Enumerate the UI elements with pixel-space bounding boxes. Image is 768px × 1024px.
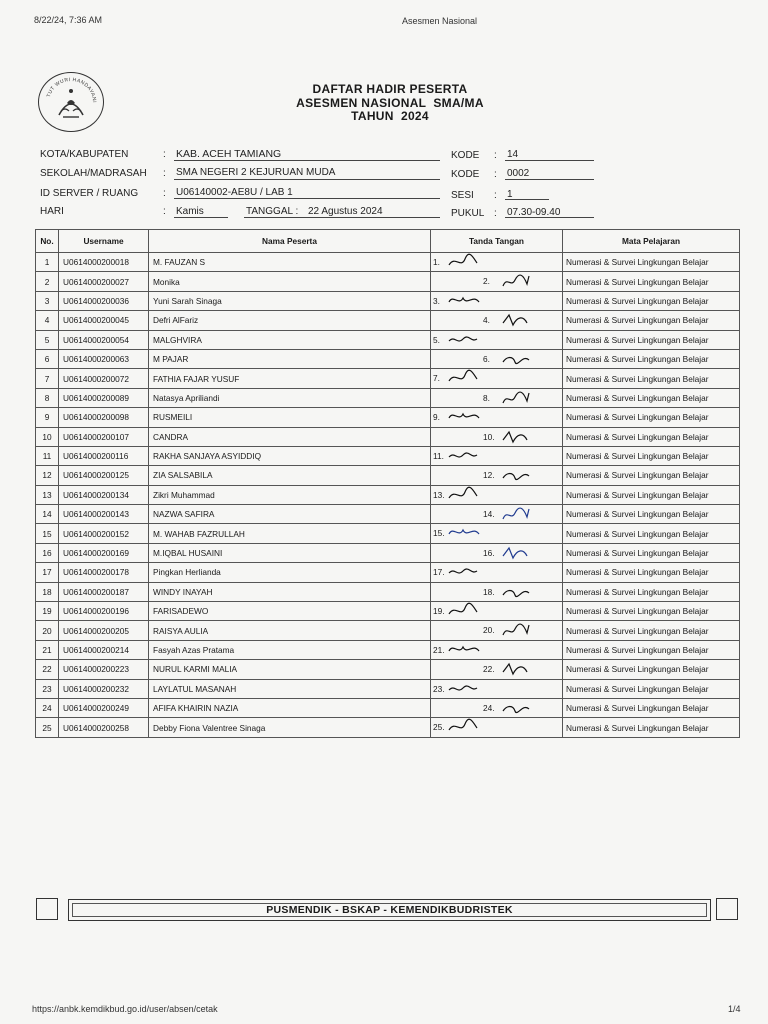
cell-no: 2 bbox=[36, 272, 59, 291]
cell-tanda-tangan bbox=[431, 408, 563, 427]
cell-username: U0614000200098 bbox=[59, 408, 149, 427]
cell-username: U0614000200169 bbox=[59, 543, 149, 562]
cell-mata-pelajaran: Numerasi & Survei Lingkungan Belajar bbox=[563, 563, 740, 582]
tanggal-underline bbox=[244, 217, 440, 218]
pukul-underline bbox=[505, 217, 594, 218]
cell-no: 19 bbox=[36, 602, 59, 621]
cell-tanda-tangan bbox=[431, 543, 563, 562]
pukul-colon: : bbox=[494, 208, 497, 219]
cell-mata-pelajaran: Numerasi & Survei Lingkungan Belajar bbox=[563, 524, 740, 543]
cell-tanda-tangan bbox=[431, 311, 563, 330]
footer-right-box bbox=[716, 898, 738, 920]
handwritten-signature bbox=[447, 253, 487, 271]
cell-nama: RUSMEILI bbox=[149, 408, 431, 427]
signature-number: 19. bbox=[433, 606, 445, 617]
cell-username: U0614000200089 bbox=[59, 388, 149, 407]
cell-tanda-tangan bbox=[431, 369, 563, 388]
cell-no: 10 bbox=[36, 427, 59, 446]
title-line-3: TAHUN 2024 bbox=[351, 109, 429, 123]
handwritten-signature bbox=[447, 641, 487, 659]
signature-number: 23. bbox=[433, 683, 445, 694]
cell-tanda-tangan bbox=[431, 446, 563, 465]
signature-number: 4. bbox=[483, 315, 490, 326]
cell-tanda-tangan bbox=[431, 640, 563, 659]
cell-nama: M PAJAR bbox=[149, 349, 431, 368]
cell-tanda-tangan bbox=[431, 388, 563, 407]
signature-number: 10. bbox=[483, 431, 495, 442]
cell-no: 16 bbox=[36, 543, 59, 562]
cell-mata-pelajaran: Numerasi & Survei Lingkungan Belajar bbox=[563, 388, 740, 407]
cell-tanda-tangan bbox=[431, 602, 563, 621]
cell-no: 8 bbox=[36, 388, 59, 407]
cell-username: U0614000200063 bbox=[59, 349, 149, 368]
handwritten-signature bbox=[501, 660, 541, 678]
handwritten-signature bbox=[501, 621, 541, 639]
print-datetime: 8/22/24, 7:36 AM bbox=[34, 15, 103, 25]
table-row bbox=[36, 408, 740, 427]
kode1-label: KODE bbox=[451, 150, 480, 161]
signature-number: 22. bbox=[483, 664, 495, 675]
table-row bbox=[36, 698, 740, 717]
cell-username: U0614000200027 bbox=[59, 272, 149, 291]
signature-number: 7. bbox=[433, 373, 440, 384]
cell-nama: WINDY INAYAH bbox=[149, 582, 431, 601]
cell-mata-pelajaran: Numerasi & Survei Lingkungan Belajar bbox=[563, 291, 740, 310]
cell-nama: RAKHA SANJAYA ASYIDDIQ bbox=[149, 446, 431, 465]
sekolah-value: SMA NEGERI 2 KEJURUAN MUDA bbox=[176, 167, 336, 178]
cell-mata-pelajaran: Numerasi & Survei Lingkungan Belajar bbox=[563, 446, 740, 465]
signature-number: 13. bbox=[433, 489, 445, 500]
tanggal-value: 22 Agustus 2024 bbox=[308, 206, 383, 217]
cell-username: U0614000200205 bbox=[59, 621, 149, 640]
col-header-mata-pelajaran: Mata Pelajaran bbox=[563, 230, 740, 253]
cell-username: U0614000200072 bbox=[59, 369, 149, 388]
table-row bbox=[36, 563, 740, 582]
cell-username: U0614000200054 bbox=[59, 330, 149, 349]
table-row bbox=[36, 524, 740, 543]
table-row bbox=[36, 621, 740, 640]
cell-no: 5 bbox=[36, 330, 59, 349]
handwritten-signature bbox=[501, 544, 541, 562]
kota-colon: : bbox=[163, 149, 166, 160]
handwritten-signature bbox=[447, 563, 487, 581]
cell-mata-pelajaran: Numerasi & Survei Lingkungan Belajar bbox=[563, 698, 740, 717]
cell-no: 22 bbox=[36, 660, 59, 679]
cell-tanda-tangan bbox=[431, 718, 563, 737]
signature-number: 16. bbox=[483, 547, 495, 558]
cell-no: 15 bbox=[36, 524, 59, 543]
handwritten-signature bbox=[447, 486, 487, 504]
table-row bbox=[36, 427, 740, 446]
cell-nama: MALGHVIRA bbox=[149, 330, 431, 349]
cell-no: 23 bbox=[36, 679, 59, 698]
title-line-2: ASESMEN NASIONAL SMA/MA bbox=[296, 95, 484, 110]
col-header-username: Username bbox=[59, 230, 149, 253]
cell-username: U0614000200187 bbox=[59, 582, 149, 601]
handwritten-signature bbox=[447, 680, 487, 698]
cell-mata-pelajaran: Numerasi & Survei Lingkungan Belajar bbox=[563, 253, 740, 272]
cell-mata-pelajaran: Numerasi & Survei Lingkungan Belajar bbox=[563, 621, 740, 640]
cell-username: U0614000200223 bbox=[59, 660, 149, 679]
title-line-1: DAFTAR HADIR PESERTA bbox=[312, 82, 468, 96]
signature-number: 9. bbox=[433, 412, 440, 423]
table-row bbox=[36, 582, 740, 601]
handwritten-signature bbox=[501, 466, 541, 484]
cell-no: 7 bbox=[36, 369, 59, 388]
cell-no: 24 bbox=[36, 698, 59, 717]
cell-username: U0614000200036 bbox=[59, 291, 149, 310]
kota-underline bbox=[174, 160, 440, 161]
handwritten-signature bbox=[447, 602, 487, 620]
handwritten-signature bbox=[501, 428, 541, 446]
cell-mata-pelajaran: Numerasi & Survei Lingkungan Belajar bbox=[563, 330, 740, 349]
cell-no: 21 bbox=[36, 640, 59, 659]
sesi-label: SESI bbox=[451, 190, 474, 201]
cell-mata-pelajaran: Numerasi & Survei Lingkungan Belajar bbox=[563, 718, 740, 737]
table-row bbox=[36, 388, 740, 407]
table-row bbox=[36, 485, 740, 504]
cell-username: U0614000200107 bbox=[59, 427, 149, 446]
signature-number: 25. bbox=[433, 722, 445, 733]
signature-number: 24. bbox=[483, 702, 495, 713]
handwritten-signature bbox=[447, 292, 487, 310]
cell-nama: Natasya Apriliandi bbox=[149, 388, 431, 407]
signature-number: 3. bbox=[433, 295, 440, 306]
kota-value: KAB. ACEH TAMIANG bbox=[176, 148, 282, 160]
cell-no: 12 bbox=[36, 466, 59, 485]
cell-username: U0614000200143 bbox=[59, 505, 149, 524]
sekolah-colon: : bbox=[163, 168, 166, 179]
signature-number: 15. bbox=[433, 528, 445, 539]
sesi-colon: : bbox=[494, 190, 497, 201]
hari-value: Kamis bbox=[176, 206, 204, 217]
print-page-title: Asesmen Nasional bbox=[402, 16, 478, 26]
cell-mata-pelajaran: Numerasi & Survei Lingkungan Belajar bbox=[563, 408, 740, 427]
cell-tanda-tangan bbox=[431, 679, 563, 698]
sekolah-underline bbox=[174, 179, 440, 180]
handwritten-signature bbox=[501, 272, 541, 290]
table-row bbox=[36, 660, 740, 679]
cell-tanda-tangan bbox=[431, 485, 563, 504]
cell-mata-pelajaran: Numerasi & Survei Lingkungan Belajar bbox=[563, 349, 740, 368]
handwritten-signature bbox=[447, 718, 487, 736]
cell-mata-pelajaran: Numerasi & Survei Lingkungan Belajar bbox=[563, 602, 740, 621]
cell-username: U0614000200018 bbox=[59, 253, 149, 272]
cell-username: U0614000200045 bbox=[59, 311, 149, 330]
cell-no: 14 bbox=[36, 505, 59, 524]
cell-tanda-tangan bbox=[431, 582, 563, 601]
kode2-label: KODE bbox=[451, 169, 480, 180]
cell-nama: AFIFA KHAIRIN NAZIA bbox=[149, 698, 431, 717]
table-row bbox=[36, 640, 740, 659]
handwritten-signature bbox=[447, 331, 487, 349]
cell-no: 3 bbox=[36, 291, 59, 310]
sesi-value: 1 bbox=[507, 189, 513, 200]
kode1-colon: : bbox=[494, 150, 497, 161]
hari-label: HARI bbox=[40, 206, 64, 217]
pukul-value: 07.30-09.40 bbox=[507, 207, 561, 218]
tanggal-label: TANGGAL : bbox=[246, 206, 299, 217]
cell-no: 6 bbox=[36, 349, 59, 368]
cell-username: U0614000200125 bbox=[59, 466, 149, 485]
handwritten-signature bbox=[447, 524, 487, 542]
cell-no: 18 bbox=[36, 582, 59, 601]
sesi-underline bbox=[505, 199, 549, 200]
logo-text: TUT WURI HANDAYANI bbox=[45, 76, 98, 104]
cell-nama: RAISYA AULIA bbox=[149, 621, 431, 640]
cell-no: 17 bbox=[36, 563, 59, 582]
cell-no: 4 bbox=[36, 311, 59, 330]
cell-nama: NAZWA SAFIRA bbox=[149, 505, 431, 524]
table-row bbox=[36, 505, 740, 524]
cell-nama: M. WAHAB FAZRULLAH bbox=[149, 524, 431, 543]
signature-number: 21. bbox=[433, 644, 445, 655]
cell-username: U0614000200232 bbox=[59, 679, 149, 698]
table-row bbox=[36, 330, 740, 349]
footer-left-box bbox=[36, 898, 58, 920]
cell-tanda-tangan bbox=[431, 253, 563, 272]
table-row bbox=[36, 718, 740, 737]
col-header-nama: Nama Peserta bbox=[149, 230, 431, 253]
cell-mata-pelajaran: Numerasi & Survei Lingkungan Belajar bbox=[563, 660, 740, 679]
document-title bbox=[200, 83, 580, 124]
handwritten-signature bbox=[501, 311, 541, 329]
table-row bbox=[36, 291, 740, 310]
cell-tanda-tangan bbox=[431, 330, 563, 349]
cell-tanda-tangan bbox=[431, 660, 563, 679]
print-page-number: 1/4 bbox=[728, 1004, 741, 1014]
cell-tanda-tangan bbox=[431, 563, 563, 582]
signature-number: 2. bbox=[483, 276, 490, 287]
cell-nama: Yuni Sarah Sinaga bbox=[149, 291, 431, 310]
table-row bbox=[36, 679, 740, 698]
agency-footer-text: PUSMENDIK - BSKAP - KEMENDIKBUDRISTEK bbox=[266, 904, 513, 916]
cell-tanda-tangan bbox=[431, 524, 563, 543]
hari-colon: : bbox=[163, 206, 166, 217]
cell-tanda-tangan bbox=[431, 349, 563, 368]
cell-no: 20 bbox=[36, 621, 59, 640]
signature-number: 1. bbox=[433, 257, 440, 267]
cell-username: U0614000200258 bbox=[59, 718, 149, 737]
cell-nama: Zikri Muhammad bbox=[149, 485, 431, 504]
table-row bbox=[36, 543, 740, 562]
print-url: https://anbk.kemdikbud.go.id/user/absen/cetak bbox=[32, 1004, 218, 1014]
handwritten-signature bbox=[447, 408, 487, 426]
attendance-table bbox=[35, 229, 740, 738]
table-row bbox=[36, 446, 740, 465]
handwritten-signature bbox=[501, 505, 541, 523]
handwritten-signature bbox=[501, 389, 541, 407]
cell-nama: CANDRA bbox=[149, 427, 431, 446]
table-row bbox=[36, 466, 740, 485]
signature-number: 12. bbox=[483, 470, 495, 481]
cell-nama: FATHIA FAJAR YUSUF bbox=[149, 369, 431, 388]
cell-nama: Fasyah Azas Pratama bbox=[149, 640, 431, 659]
cell-username: U0614000200196 bbox=[59, 602, 149, 621]
cell-tanda-tangan bbox=[431, 466, 563, 485]
cell-mata-pelajaran: Numerasi & Survei Lingkungan Belajar bbox=[563, 466, 740, 485]
cell-no: 1 bbox=[36, 253, 59, 272]
table-row bbox=[36, 349, 740, 368]
kode1-underline bbox=[505, 160, 594, 161]
handwritten-signature bbox=[501, 699, 541, 717]
table-header-row bbox=[36, 230, 740, 253]
cell-tanda-tangan bbox=[431, 272, 563, 291]
cell-no: 9 bbox=[36, 408, 59, 427]
handwritten-signature bbox=[447, 447, 487, 465]
cell-nama: NURUL KARMI MALIA bbox=[149, 660, 431, 679]
signature-number: 20. bbox=[483, 625, 495, 636]
tut-wuri-handayani-logo bbox=[38, 72, 104, 132]
server-label: ID SERVER / RUANG bbox=[40, 188, 139, 199]
signature-number: 5. bbox=[433, 334, 440, 345]
cell-nama: LAYLATUL MASANAH bbox=[149, 679, 431, 698]
server-underline bbox=[174, 198, 440, 199]
kode2-value: 0002 bbox=[507, 168, 530, 179]
cell-tanda-tangan bbox=[431, 505, 563, 524]
cell-tanda-tangan bbox=[431, 698, 563, 717]
table-row bbox=[36, 602, 740, 621]
cell-nama: Defri AlFariz bbox=[149, 311, 431, 330]
kode2-underline bbox=[505, 179, 594, 180]
cell-nama: ZIA SALSABILA bbox=[149, 466, 431, 485]
sekolah-label: SEKOLAH/MADRASAH bbox=[40, 168, 147, 179]
kota-label: KOTA/KABUPATEN bbox=[40, 149, 129, 160]
cell-no: 11 bbox=[36, 446, 59, 465]
cell-username: U0614000200249 bbox=[59, 698, 149, 717]
cell-no: 13 bbox=[36, 485, 59, 504]
signature-number: 8. bbox=[483, 392, 490, 403]
cell-no: 25 bbox=[36, 718, 59, 737]
signature-number: 17. bbox=[433, 567, 445, 578]
pukul-label: PUKUL bbox=[451, 208, 485, 219]
cell-mata-pelajaran: Numerasi & Survei Lingkungan Belajar bbox=[563, 427, 740, 446]
signature-number: 6. bbox=[483, 353, 490, 364]
cell-mata-pelajaran: Numerasi & Survei Lingkungan Belajar bbox=[563, 582, 740, 601]
table-row bbox=[36, 253, 740, 272]
hari-underline bbox=[174, 217, 228, 218]
kode1-value: 14 bbox=[507, 149, 519, 160]
cell-username: U0614000200134 bbox=[59, 485, 149, 504]
signature-number: 11. bbox=[433, 450, 444, 461]
cell-mata-pelajaran: Numerasi & Survei Lingkungan Belajar bbox=[563, 505, 740, 524]
cell-username: U0614000200152 bbox=[59, 524, 149, 543]
handwritten-signature bbox=[447, 369, 487, 387]
cell-nama: FARISADEWO bbox=[149, 602, 431, 621]
cell-nama: Debby Fiona Valentree Sinaga bbox=[149, 718, 431, 737]
cell-mata-pelajaran: Numerasi & Survei Lingkungan Belajar bbox=[563, 369, 740, 388]
table-row bbox=[36, 311, 740, 330]
cell-username: U0614000200178 bbox=[59, 563, 149, 582]
cell-nama: Pingkan Herlianda bbox=[149, 563, 431, 582]
cell-nama: Monika bbox=[149, 272, 431, 291]
cell-mata-pelajaran: Numerasi & Survei Lingkungan Belajar bbox=[563, 311, 740, 330]
col-header-tanda-tangan: Tanda Tangan bbox=[431, 230, 563, 253]
cell-nama: M. FAUZAN S bbox=[149, 253, 431, 272]
handwritten-signature bbox=[501, 583, 541, 601]
cell-mata-pelajaran: Numerasi & Survei Lingkungan Belajar bbox=[563, 640, 740, 659]
cell-tanda-tangan bbox=[431, 427, 563, 446]
server-colon: : bbox=[163, 188, 166, 199]
cell-username: U0614000200214 bbox=[59, 640, 149, 659]
signature-number: 14. bbox=[483, 509, 495, 520]
handwritten-signature bbox=[501, 350, 541, 368]
agency-footer-bar bbox=[68, 899, 711, 921]
cell-username: U0614000200116 bbox=[59, 446, 149, 465]
table-row bbox=[36, 369, 740, 388]
cell-mata-pelajaran: Numerasi & Survei Lingkungan Belajar bbox=[563, 679, 740, 698]
cell-nama: M.IQBAL HUSAINI bbox=[149, 543, 431, 562]
signature-number: 18. bbox=[483, 586, 495, 597]
attendance-table-body bbox=[36, 253, 740, 738]
logo-emblem-icon bbox=[39, 73, 103, 131]
server-value: U06140002-AE8U / LAB 1 bbox=[176, 187, 293, 198]
cell-mata-pelajaran: Numerasi & Survei Lingkungan Belajar bbox=[563, 485, 740, 504]
cell-tanda-tangan bbox=[431, 621, 563, 640]
kode2-colon: : bbox=[494, 169, 497, 180]
col-header-no: No. bbox=[36, 230, 59, 253]
cell-mata-pelajaran: Numerasi & Survei Lingkungan Belajar bbox=[563, 543, 740, 562]
cell-tanda-tangan bbox=[431, 291, 563, 310]
cell-mata-pelajaran: Numerasi & Survei Lingkungan Belajar bbox=[563, 272, 740, 291]
table-row bbox=[36, 272, 740, 291]
